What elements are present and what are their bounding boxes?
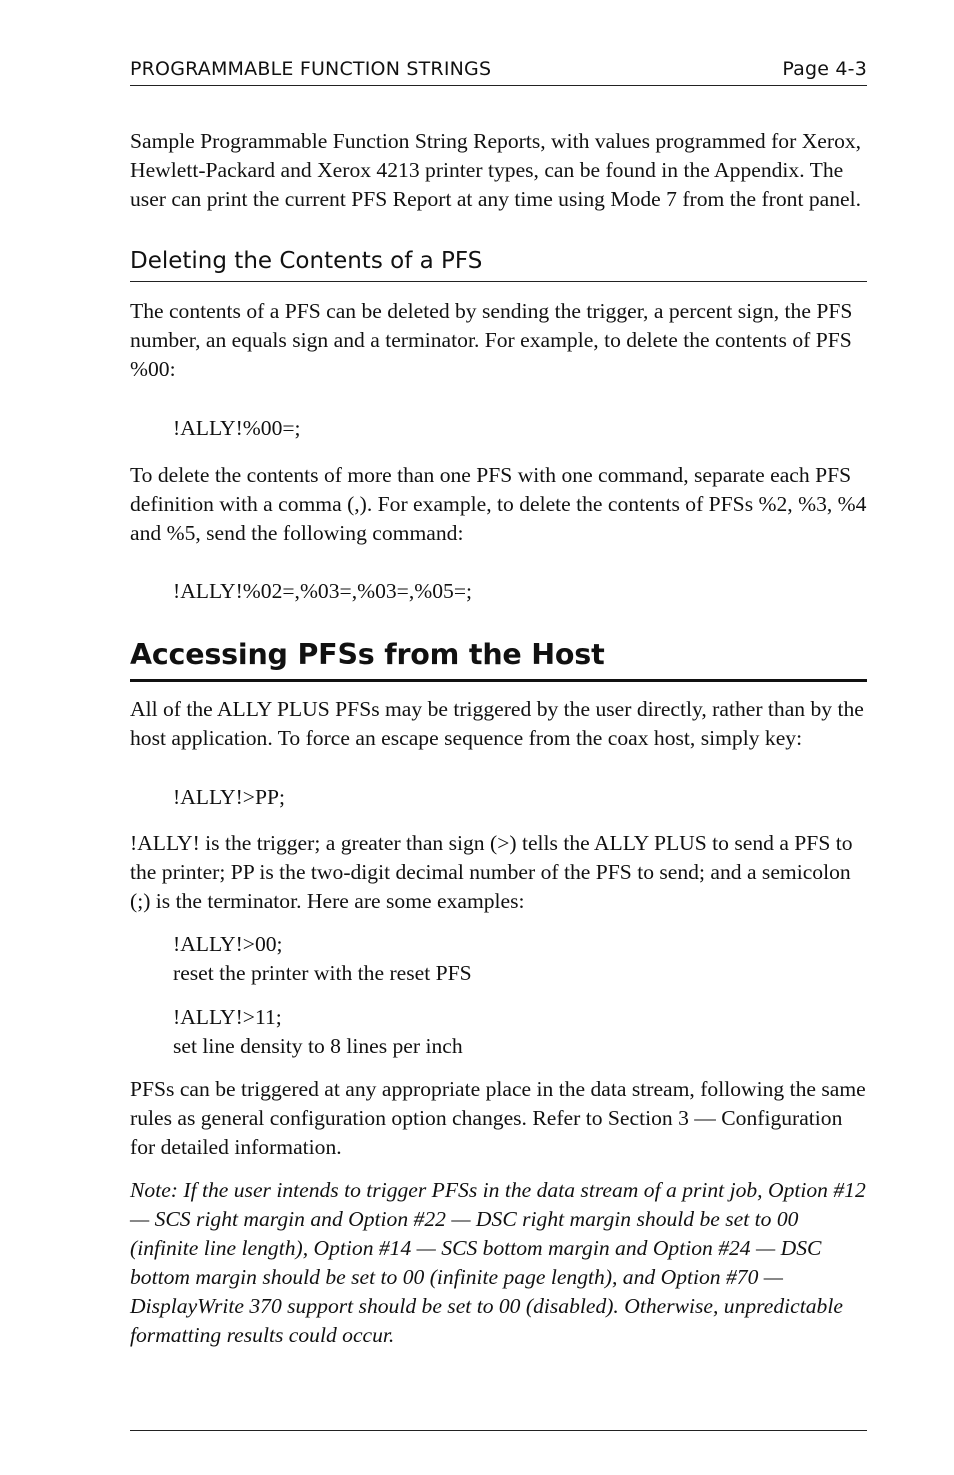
accessing-paragraph-1: All of the ALLY PLUS PFSs may be triggered by the user directly, rather than by the host application. To force an escape sequence from the coax host, simply key: <box>130 697 864 750</box>
deleting-heading: Deleting the Contents of a PFS <box>130 245 867 282</box>
note-paragraph: Note: If the user intends to trigger PFSs in the data stream of a print job, Option #12 — SCS right margin and Option #22 — DSC right margin should be set to 00 (infinite line length), Option #14 — SCS bottom margin and Option #24 — DSC bottom margin should be set to 00 (infinite page length), and Option #70 — DisplayWrite 370 support should be set to 00 (disabled). Otherwise, unpredictable formatting results could occur. <box>130 1178 866 1347</box>
footer-rule <box>130 1430 867 1431</box>
accessing-paragraph-2: !ALLY! is the trigger; a greater than sign (>) tells the ALLY PLUS to send a PFS to the printer; PP is the two-digit decimal number of the PFS to send; and a semicolon (;) is the terminator. Here are some examples: <box>130 831 853 913</box>
example-command: !ALLY!>00; <box>173 932 283 956</box>
accessing-heading: Accessing PFSs from the Host <box>130 636 867 682</box>
header-section-title: PROGRAMMABLE FUNCTION STRINGS <box>130 58 492 80</box>
example-description: reset the printer with the reset PFS <box>173 961 472 985</box>
delete-multiple-command: !ALLY!%02=,%03=,%03=,%05=; <box>173 579 473 603</box>
intro-paragraph: Sample Programmable Function String Reports, with values programmed for Xerox, Hewlett-Packard and Xerox 4213 printer types, can be found in the Appendix. The user can print the current PFS Report at any time using Mode 7 from the front panel. <box>130 129 862 211</box>
example-command: !ALLY!>11; <box>173 1005 282 1029</box>
document-page <box>130 56 867 1350</box>
deleting-paragraph-2: To delete the contents of more than one PFS with one command, separate each PFS definition with a comma (,). For example, to delete the contents of PFSs %2, %3, %4 and %5, send the following command: <box>130 463 867 545</box>
trigger-syntax-command: !ALLY!>PP; <box>173 785 285 809</box>
example-item <box>130 1003 867 1061</box>
example-item <box>130 930 867 988</box>
delete-single-command: !ALLY!%00=; <box>173 416 301 440</box>
running-header <box>130 56 867 86</box>
accessing-paragraph-3: PFSs can be triggered at any appropriate place in the data stream, following the same rules as general configuration option changes. Refer to Section 3 — Configuration for detailed information. <box>130 1077 866 1159</box>
deleting-paragraph-1: The contents of a PFS can be deleted by sending the trigger, a percent sign, the PFS number, an equals sign and a terminator. For example, to delete the contents of PFS %00: <box>130 299 853 381</box>
header-page-number: Page 4-3 <box>782 58 867 80</box>
example-description: set line density to 8 lines per inch <box>173 1034 463 1058</box>
